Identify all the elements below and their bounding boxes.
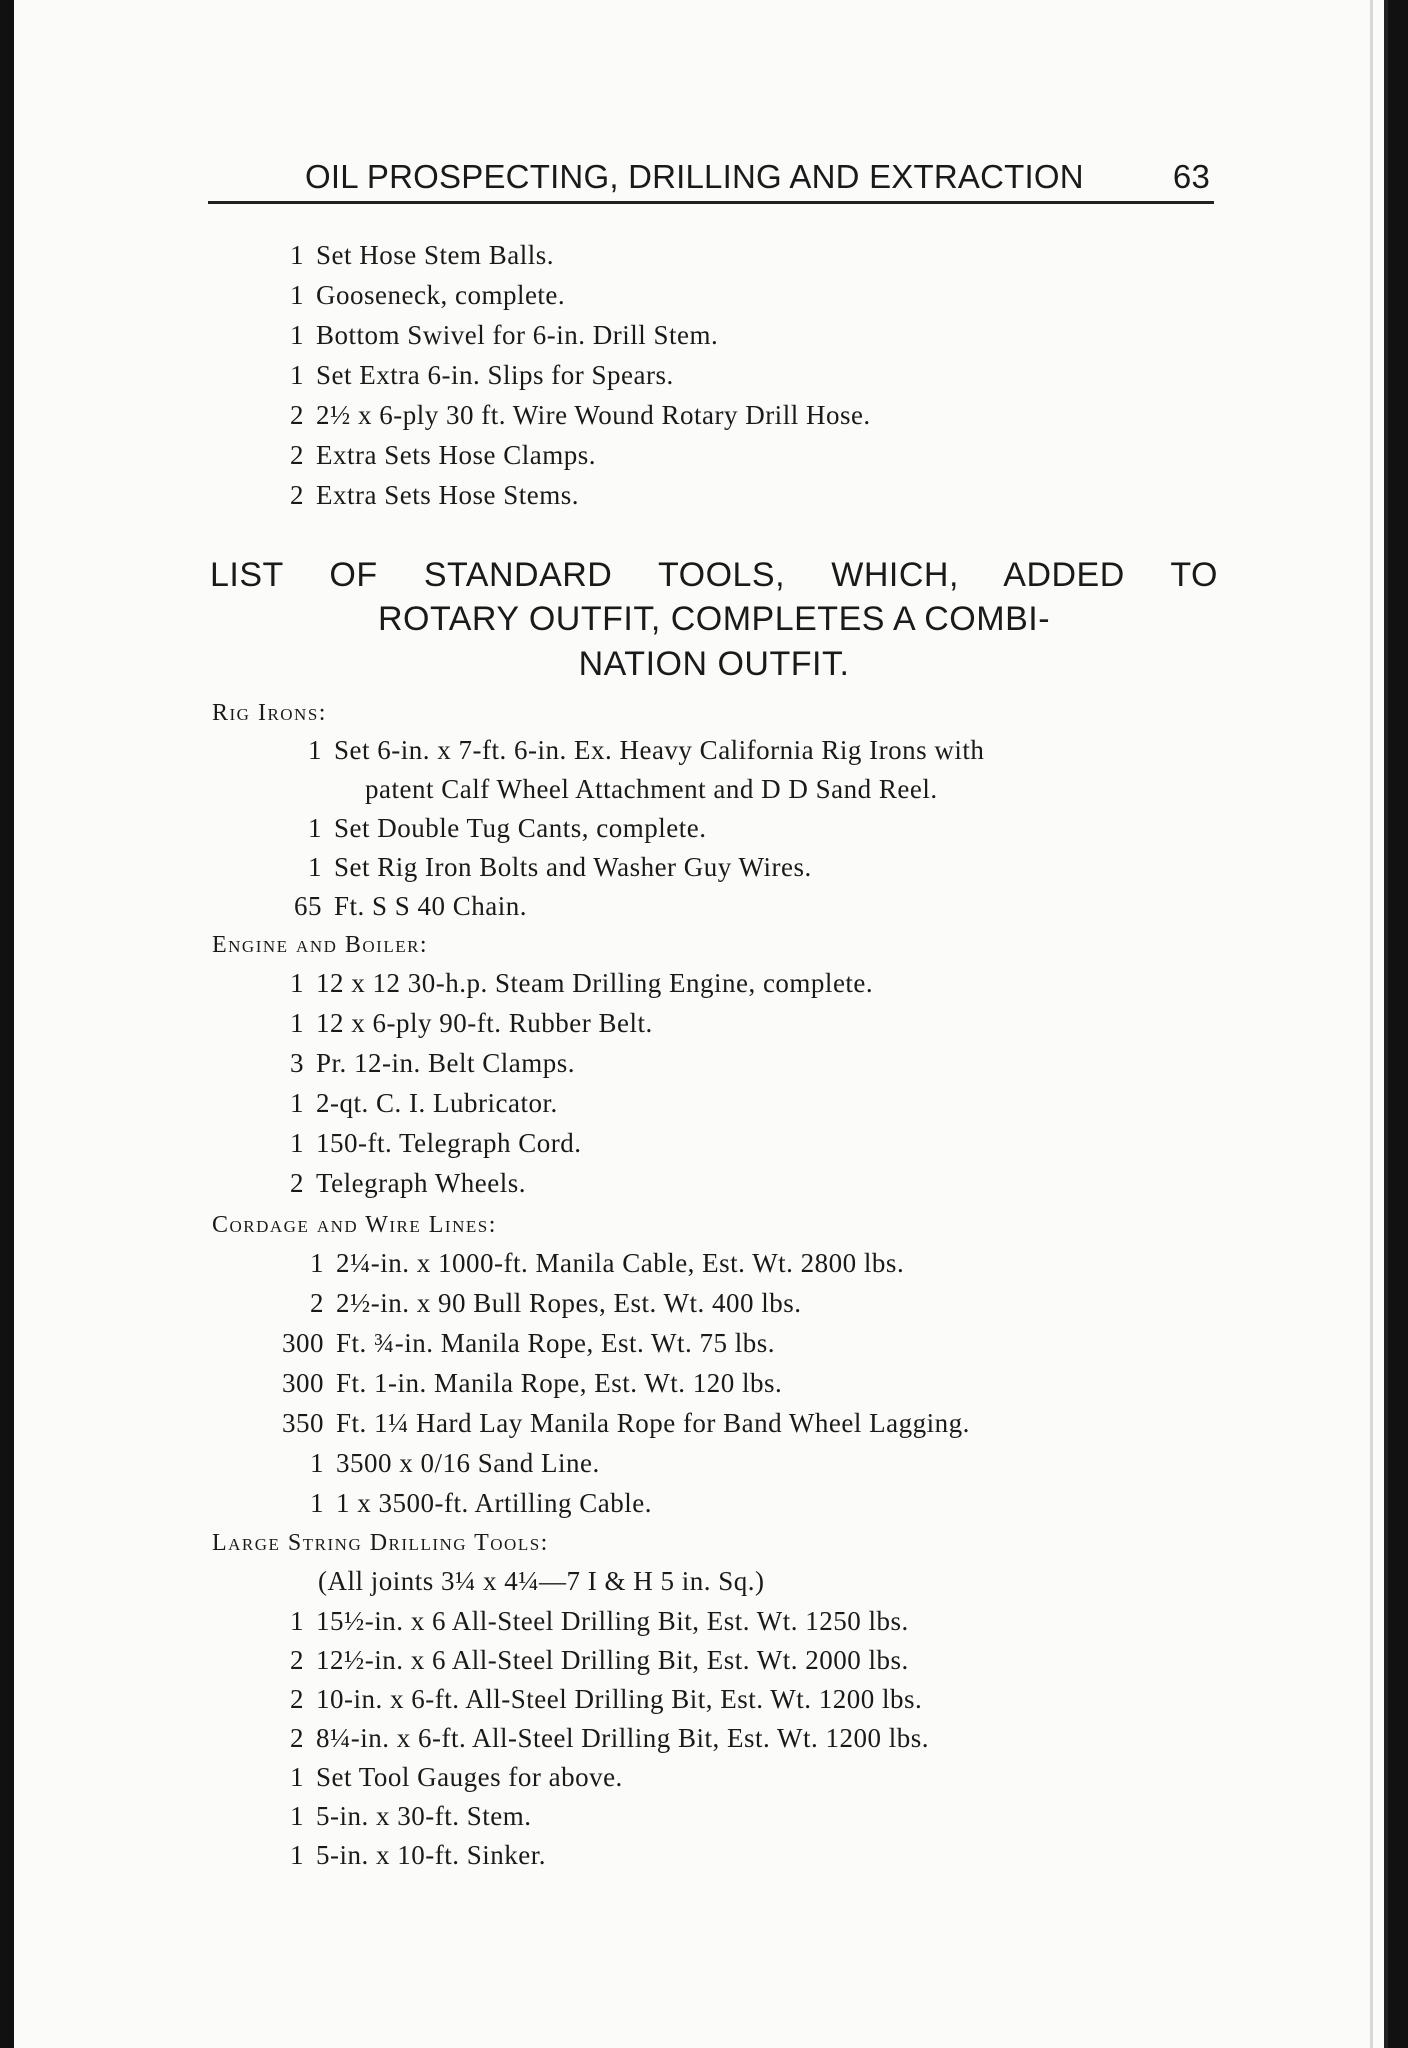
- running-title: OIL PROSPECTING, DRILLING AND EXTRACTION: [305, 158, 1084, 195]
- list-item: 1 2-qt. C. I. Lubricator.: [290, 1088, 558, 1118]
- list-item: 1 12 x 12 30-h.p. Steam Drilling Engine, complete.: [290, 968, 874, 998]
- list-item: 1 Set Double Tug Cants, complete.: [308, 813, 707, 843]
- list-item: 2 Extra Sets Hose Stems.: [290, 480, 579, 510]
- list-item: 300 Ft. 1-in. Manila Rope, Est. Wt. 120 lbs.: [282, 1368, 783, 1398]
- list-item: 1 3500 x 0/16 Sand Line.: [310, 1448, 600, 1478]
- list-item: 1 Set Extra 6-in. Slips for Spears.: [290, 360, 674, 390]
- category-label-large-string-tools: Large String Drilling Tools:: [212, 1530, 549, 1556]
- section-heading-line-3: NATION OUTFIT.: [578, 645, 850, 683]
- list-item: 65 Ft. S S 40 Chain.: [294, 891, 528, 921]
- list-item: 1 1 x 3500-ft. Artilling Cable.: [310, 1488, 652, 1518]
- scan-border-left: [0, 0, 14, 2048]
- list-item: 1 12 x 6-ply 90-ft. Rubber Belt.: [290, 1008, 653, 1038]
- list-item: 1 Set Tool Gauges for above.: [290, 1762, 623, 1792]
- category-label-rig-irons: Rig Irons:: [212, 700, 327, 726]
- list-item: 2 2½ x 6-ply 30 ft. Wire Wound Rotary Drill Hose.: [290, 400, 871, 430]
- list-item: 2 10-in. x 6-ft. All-Steel Drilling Bit, Est. Wt. 1200 lbs.: [290, 1684, 923, 1714]
- section-heading-line-1: LIST OF STANDARD TOOLS, WHICH, ADDED TO: [210, 556, 1218, 594]
- category-note: (All joints 3¼ x 4¼—7 I & H 5 in. Sq.): [318, 1566, 765, 1596]
- list-item: 2 Extra Sets Hose Clamps.: [290, 440, 596, 470]
- list-item: 300 Ft. ¾-in. Manila Rope, Est. Wt. 75 lbs.: [282, 1328, 775, 1358]
- header-rule: [208, 201, 1214, 204]
- list-item: 2 8¼-in. x 6-ft. All-Steel Drilling Bit, Est. Wt. 1200 lbs.: [290, 1723, 929, 1753]
- list-item: 2 Telegraph Wheels.: [290, 1168, 527, 1198]
- list-item: 3 Pr. 12-in. Belt Clamps.: [290, 1048, 576, 1078]
- list-item: 1 Set Rig Iron Bolts and Washer Guy Wires.: [308, 852, 812, 882]
- section-heading-line-2: ROTARY OUTFIT, COMPLETES A COMBI-: [377, 600, 1051, 638]
- list-item: 350 Ft. 1¼ Hard Lay Manila Rope for Band Wheel Lagging.: [282, 1408, 970, 1438]
- list-item: 1 Gooseneck, complete.: [290, 280, 566, 310]
- category-label-engine-boiler: Engine and Boiler:: [212, 932, 429, 958]
- page-edge-shadow: [1370, 0, 1373, 2048]
- list-item: 2 12½-in. x 6 All-Steel Drilling Bit, Est. Wt. 2000 lbs.: [290, 1645, 909, 1675]
- list-item: 1 Set Hose Stem Balls.: [290, 240, 554, 270]
- list-item: 1 Set 6-in. x 7-ft. 6-in. Ex. Heavy California Rig Irons with: [308, 735, 985, 765]
- list-item: 1 15½-in. x 6 All-Steel Drilling Bit, Est. Wt. 1250 lbs.: [290, 1606, 909, 1636]
- list-item: 1 Bottom Swivel for 6-in. Drill Stem.: [290, 320, 719, 350]
- list-item: 2 2½-in. x 90 Bull Ropes, Est. Wt. 400 lbs.: [310, 1288, 802, 1318]
- list-item: 1 150-ft. Telegraph Cord.: [290, 1128, 582, 1158]
- scan-border-right: [1388, 0, 1408, 2048]
- list-item-continuation: patent Calf Wheel Attachment and D D Sand Reel.: [365, 774, 938, 804]
- category-label-cordage: Cordage and Wire Lines:: [212, 1212, 497, 1238]
- page-number: 63: [1172, 158, 1210, 195]
- list-item: 1 2¼-in. x 1000-ft. Manila Cable, Est. Wt. 2800 lbs.: [310, 1248, 905, 1278]
- list-item: 1 5-in. x 10-ft. Sinker.: [290, 1840, 546, 1870]
- list-item: 1 5-in. x 30-ft. Stem.: [290, 1801, 532, 1831]
